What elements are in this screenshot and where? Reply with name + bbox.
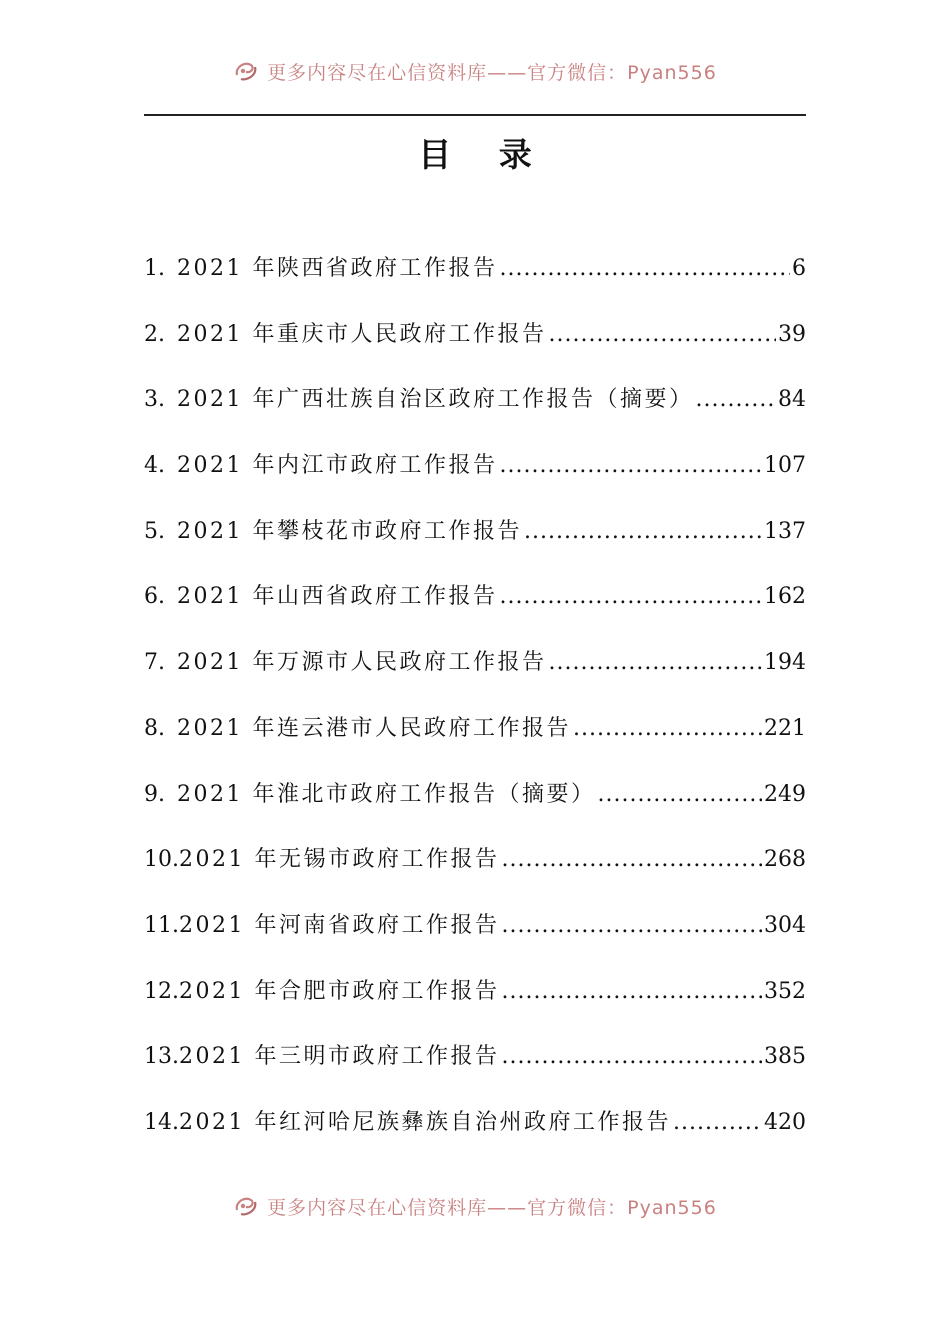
- toc-entry-title: 2021 年重庆市人民政府工作报告: [177, 321, 547, 347]
- toc-entry-title: 2021 年淮北市政府工作报告（摘要）: [177, 781, 596, 807]
- toc-entry[interactable]: [144, 1098, 806, 1164]
- toc-entry-number: 6.: [144, 584, 165, 610]
- toc-entry[interactable]: [144, 967, 806, 1033]
- toc-entry[interactable]: [144, 507, 806, 573]
- toc-entry-title: 2021 年山西省政府工作报告: [177, 584, 498, 610]
- toc-entry[interactable]: [144, 244, 806, 310]
- toc-entry-number: 3.: [144, 387, 165, 413]
- toc-entry-page-number: 84: [778, 387, 806, 413]
- toc-dot-leader: [501, 1032, 762, 1082]
- toc-entry-number: 1.: [144, 256, 165, 281]
- toc-entry[interactable]: [144, 375, 806, 441]
- toc-entry-title: 2021 年合肥市政府工作报告: [179, 978, 500, 1004]
- toc-entry-title: 2021 年无锡市政府工作报告: [179, 847, 500, 873]
- toc-entry-title: 2021 年内江市政府工作报告: [177, 453, 498, 479]
- toc-entry[interactable]: [144, 1032, 806, 1098]
- toc-entry[interactable]: [144, 310, 806, 376]
- toc-entry-page-number: 268: [764, 847, 806, 873]
- toc-dot-leader: [548, 638, 762, 688]
- toc-entry-number: 12.: [144, 978, 179, 1004]
- toc-dot-leader: [548, 310, 776, 360]
- toc-entry-number: 5.: [144, 518, 165, 544]
- toc-entry-title: 2021 年攀枝花市政府工作报告: [177, 518, 522, 544]
- toc-entry-page-number: 420: [764, 1109, 806, 1135]
- footer-watermark-banner: [0, 1191, 950, 1221]
- swirl-logo-icon: [233, 1194, 259, 1218]
- toc-dot-leader: [499, 244, 790, 294]
- toc-entry-number: 8.: [144, 715, 165, 741]
- toc-entry-number: 10.: [144, 847, 179, 873]
- table-of-contents: [144, 244, 806, 1164]
- toc-dot-leader: [597, 770, 762, 820]
- toc-entry-title: 2021 年连云港市人民政府工作报告: [177, 715, 571, 741]
- toc-entry-page-number: 194: [764, 650, 806, 676]
- toc-entry-number: 2.: [144, 321, 165, 347]
- toc-dot-leader: [573, 704, 762, 754]
- toc-entry-number: 13.: [144, 1044, 179, 1070]
- toc-entry-page-number: 221: [764, 715, 806, 741]
- toc-entry-title: 2021 年陕西省政府工作报告: [177, 256, 498, 281]
- toc-entry-page-number: 137: [764, 518, 806, 544]
- toc-dot-leader: [673, 1098, 762, 1148]
- toc-entry[interactable]: [144, 835, 806, 901]
- toc-entry-page-number: 304: [764, 912, 806, 938]
- toc-dot-leader: [499, 572, 762, 622]
- toc-dot-leader: [501, 967, 762, 1017]
- toc-entry-number: 14.: [144, 1109, 179, 1135]
- toc-dot-leader: [695, 375, 776, 425]
- toc-entry-page-number: 249: [764, 781, 806, 807]
- toc-entry[interactable]: [144, 704, 806, 770]
- header-watermark-banner: [0, 56, 950, 86]
- toc-entry[interactable]: [144, 901, 806, 967]
- toc-dot-leader: [501, 901, 762, 951]
- toc-entry-number: 4.: [144, 453, 165, 479]
- toc-entry-page-number: 352: [764, 978, 806, 1004]
- toc-entry-title: 2021 年河南省政府工作报告: [179, 912, 500, 938]
- swirl-logo-icon: [233, 59, 259, 83]
- toc-entry-title: 2021 年万源市人民政府工作报告: [177, 650, 547, 676]
- toc-dot-leader: [524, 507, 762, 557]
- toc-entry-page-number: 162: [764, 584, 806, 610]
- toc-entry-number: 9.: [144, 781, 165, 807]
- footer-watermark-text: 更多内容尽在心信资料库——官方微信：Pyan556: [267, 1196, 717, 1219]
- toc-entry[interactable]: [144, 638, 806, 704]
- header-watermark-text: 更多内容尽在心信资料库——官方微信：Pyan556: [267, 61, 717, 84]
- toc-dot-leader: [499, 441, 762, 491]
- toc-entry[interactable]: [144, 770, 806, 836]
- toc-entry-page-number: 6: [792, 256, 806, 281]
- toc-entry-title: 2021 年红河哈尼族彝族自治州政府工作报告: [179, 1109, 671, 1135]
- toc-dot-leader: [501, 835, 762, 885]
- toc-entry[interactable]: [144, 441, 806, 507]
- toc-entry-number: 7.: [144, 650, 165, 676]
- toc-entry-page-number: 107: [764, 453, 806, 479]
- toc-entry-title: 2021 年三明市政府工作报告: [179, 1044, 500, 1070]
- page-title: 目 录: [418, 135, 550, 174]
- toc-entry-number: 11.: [144, 912, 179, 938]
- toc-entry[interactable]: [144, 572, 806, 638]
- toc-entry-title: 2021 年广西壮族自治区政府工作报告（摘要）: [177, 387, 694, 413]
- toc-entry-page-number: 385: [764, 1044, 806, 1070]
- toc-entry-page-number: 39: [778, 321, 806, 347]
- header-rule: [144, 114, 806, 116]
